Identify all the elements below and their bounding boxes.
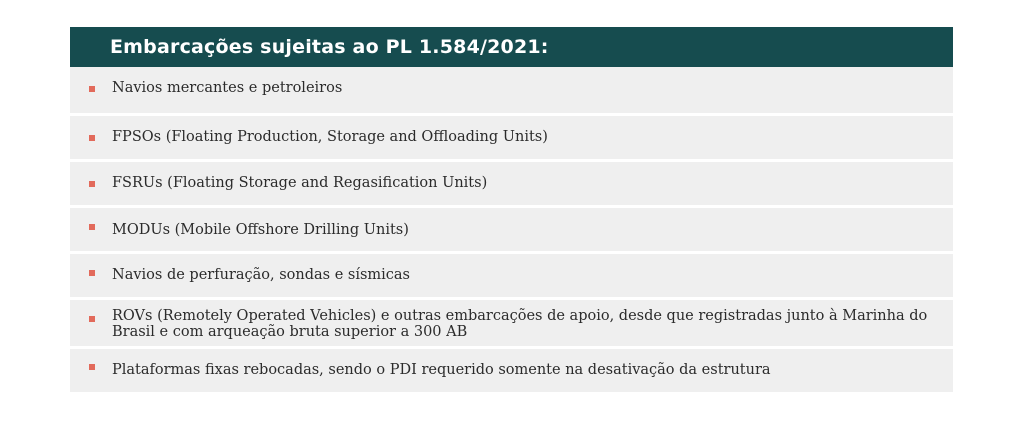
list-item-text: ROVs (Remotely Operated Vehicles) e outras embarcações de apoio, desde que registradas junto à Marinha do Brasil e com arqueação bruta superior a 300 AB: [112, 308, 928, 340]
bullet-icon: [89, 224, 95, 230]
list-item: [70, 116, 953, 159]
bullet-icon: [89, 181, 95, 187]
list-item: [70, 254, 953, 297]
vessel-list: [70, 67, 953, 392]
list-item: [70, 67, 953, 113]
list-item-text: FSRUs (Floating Storage and Regasification Units): [112, 175, 488, 191]
list-item-text: Navios de perfuração, sondas e sísmicas: [112, 267, 410, 283]
bullet-icon: [89, 86, 95, 92]
list-item-text: FPSOs (Floating Production, Storage and Offloading Units): [112, 129, 548, 145]
list-item-text: Navios mercantes e petroleiros: [112, 80, 343, 96]
list-item: [70, 162, 953, 205]
card-header: [70, 27, 953, 67]
list-item: [70, 208, 953, 251]
list-item: [70, 300, 953, 346]
bullet-icon: [89, 270, 95, 276]
list-item-text: Plataformas fixas rebocadas, sendo o PDI requerido somente na desativação da estrutura: [112, 362, 771, 378]
vessel-list-card: [70, 27, 953, 392]
card-title: Embarcações sujeitas ao PL 1.584/2021:: [110, 36, 549, 58]
bullet-icon: [89, 364, 95, 370]
bullet-icon: [89, 135, 95, 141]
bullet-icon: [89, 316, 95, 322]
list-item: [70, 349, 953, 392]
list-item-text: MODUs (Mobile Offshore Drilling Units): [112, 222, 409, 238]
